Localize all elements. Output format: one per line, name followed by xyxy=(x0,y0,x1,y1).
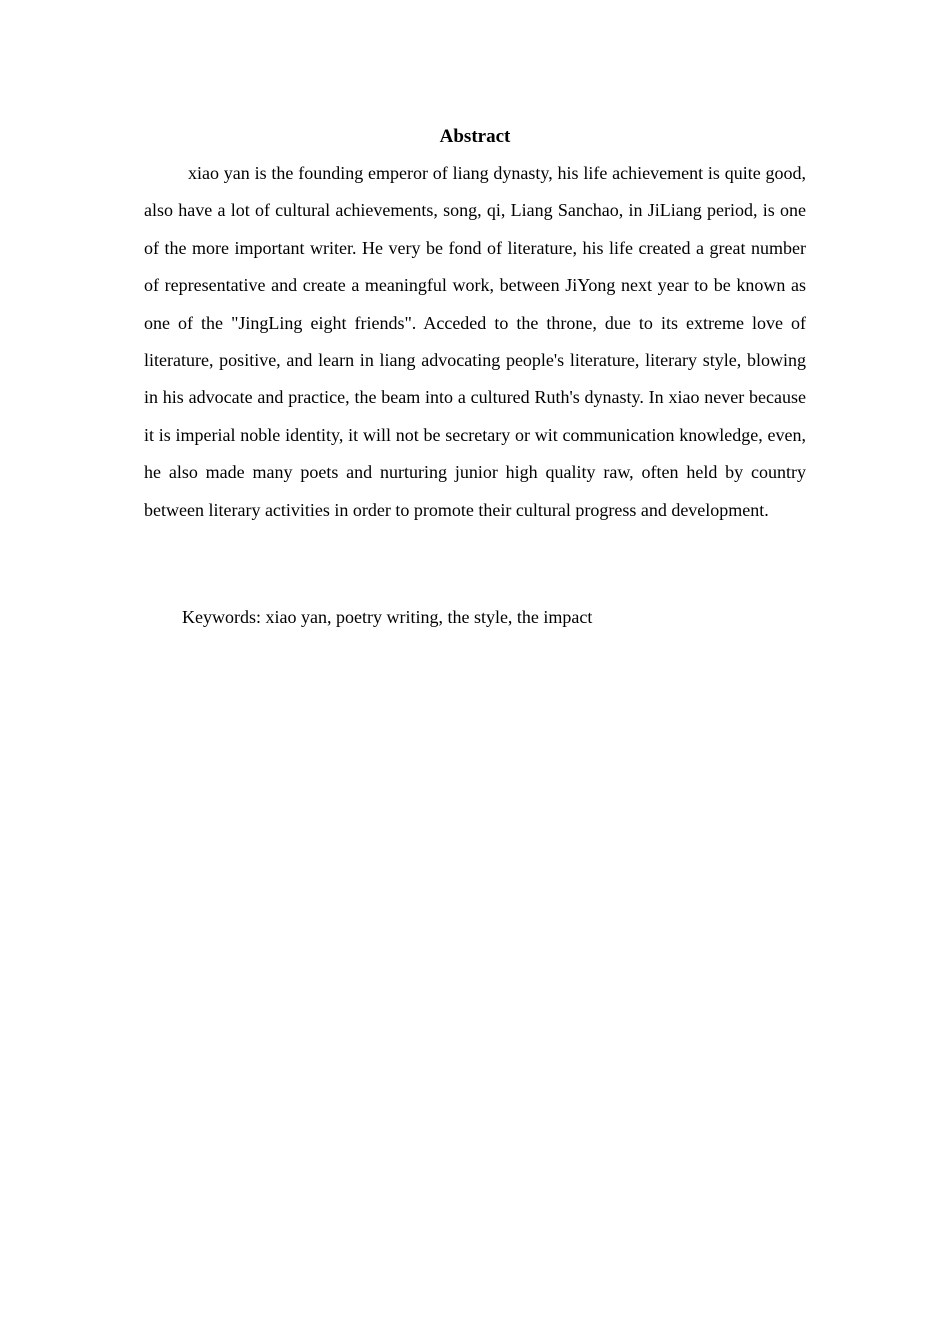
keywords-line: Keywords: xiao yan, poetry writing, the style, the impact xyxy=(182,607,593,627)
abstract-title: Abstract xyxy=(439,126,511,147)
abstract-paragraph: xiao yan is the founding emperor of liang dynasty, his life achievement is quite good, also have a lot of cultural achievements, song, qi, Liang Sanchao, in JiLiang period, is one of the more important writer. He very be fond of literature, his life created a great number of representative and create a meaningful work, between JiYong next year to be known as one of the "JingLing eight friends". Acceded to the throne, due to its extreme love of literature, positive, and learn in liang advocating people's literature, literary style, blowing in his advocate and practice, the beam into a cultured Ruth's dynasty. In xiao never because it is imperial noble identity, it will not be secretary or wit communication knowledge, even, he also made many poets and nurturing junior high quality raw, often held by country between literary activities in order to promote their cultural progress and development. xyxy=(144,163,806,520)
